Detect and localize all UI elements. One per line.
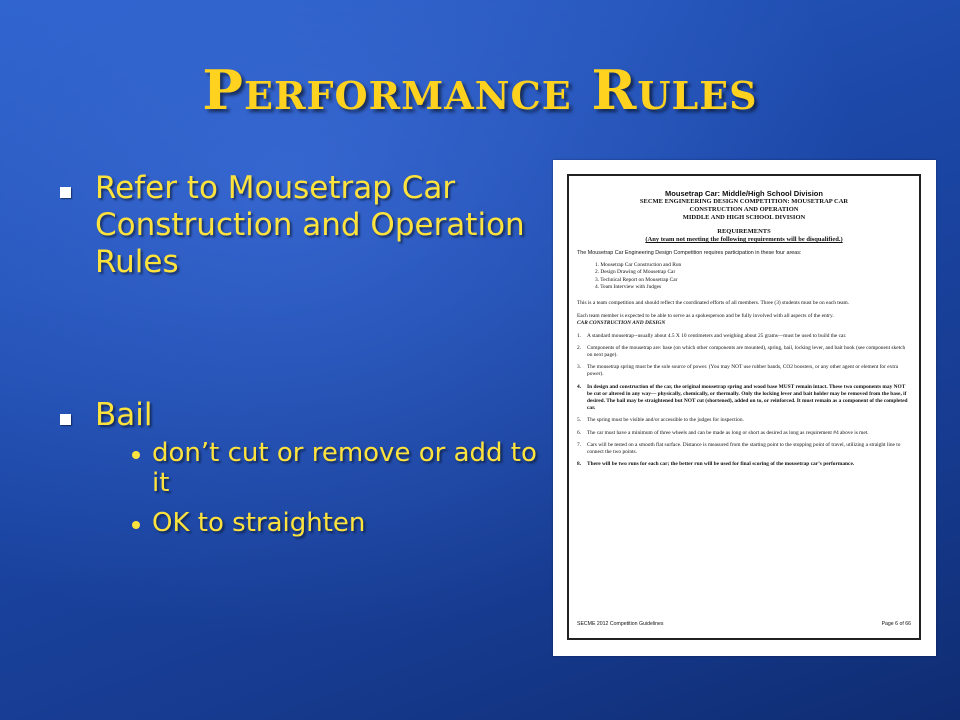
doc-footer-right: Page 6 of 66 — [881, 620, 911, 627]
doc-heading-3: CONSTRUCTION AND OPERATION — [689, 206, 799, 213]
doc-rule-number: 6. — [577, 429, 582, 436]
doc-rule-number: 1. — [577, 332, 582, 339]
sub-bullet-straighten-text: OK to straighten — [152, 508, 366, 538]
doc-heading-4: MIDDLE AND HIGH SCHOOL DIVISION — [682, 214, 806, 221]
doc-rule-number: 2. — [577, 344, 582, 351]
dot-bullet-icon — [132, 521, 140, 529]
square-bullet-icon — [60, 414, 71, 425]
doc-rule-item — [577, 430, 911, 437]
doc-area-item: 2. Design Drawing of Mousetrap Car — [595, 269, 676, 276]
dot-bullet-icon — [132, 451, 140, 459]
doc-rule-item — [577, 345, 911, 359]
sub-bullet-cut-text: don’t cut or remove or add to it — [152, 438, 537, 498]
doc-requirements-note: (Any team not meeting the following requirements will be disqualified.) — [645, 236, 843, 243]
doc-rule-item — [577, 442, 911, 456]
doc-area-item: 3. Technical Report on Mousetrap Car — [595, 276, 678, 283]
doc-rule-text: The car must have a minimum of three wheels and can be made as long or short as desired as long as requirement #4 above is met. — [587, 429, 869, 436]
doc-rule-number: 4. — [577, 383, 582, 390]
bullet-refer — [60, 170, 540, 281]
doc-rule-text: A standard mousetrap--usually about 4.5 X 10 centimeters and weighing about 25 grams—must be used to build the car. — [587, 332, 847, 339]
bullet-list — [60, 170, 540, 538]
doc-rule-number: 8. — [577, 461, 582, 468]
square-bullet-icon — [60, 187, 71, 198]
doc-footer — [577, 621, 911, 628]
doc-heading: Mousetrap Car: Middle/High School Division — [665, 189, 823, 198]
doc-requirements: REQUIREMENTS — [717, 228, 771, 235]
rules-document-page — [567, 174, 921, 640]
doc-member-paragraph: Each team member is expected to be able to serve as a spokesperson and be fully involved with all aspects of the entry. — [577, 313, 834, 320]
doc-rule-text: There will be two runs for each car; the better run will be used for final scoring of the mousetrap car’s performance. — [587, 461, 855, 468]
doc-rule-item — [577, 364, 911, 378]
doc-rule-item — [577, 461, 911, 468]
doc-rule-text: Components of the mousetrap are: base (on which other components are mounted), spring, bail, locking lever, and bait hook (see component sketch on next page). — [587, 344, 906, 359]
doc-rule-item — [577, 417, 911, 424]
doc-rule-item — [577, 384, 911, 413]
doc-team-paragraph: This is a team competition and should reflect the coordinated efforts of all members. Three (3) students must be on each team. — [577, 300, 850, 307]
doc-rule-text: The spring must be visible and/or accessible to the judges for inspection. — [587, 417, 744, 424]
bullet-bail-text: Bail — [95, 397, 153, 433]
doc-area-item: 1. Mousetrap Car Construction and Run — [595, 262, 682, 269]
rules-document-image — [553, 160, 936, 656]
doc-footer-left: SECME 2012 Competition Guidelines — [577, 620, 664, 627]
doc-intro: The Mousetrap Car Engineering Design Competition requires participation in these four areas: — [577, 250, 802, 256]
bullet-refer-text: Refer to Mousetrap Car Construction and Operation Rules — [95, 170, 525, 280]
sub-bullet-cut — [132, 438, 540, 498]
slide-title: Performance Rules — [202, 58, 758, 122]
bullet-bail — [60, 397, 540, 434]
doc-rule-item — [577, 333, 911, 340]
doc-area-item: 4. Team Interview with Judges — [595, 283, 662, 290]
sub-bullet-straighten — [132, 508, 540, 538]
doc-section-heading: CAR CONSTRUCTION AND DESIGN — [577, 320, 666, 327]
doc-rule-text: The mousetrap spring must be the sole source of power. (You may NOT use rubber bands, CO2 boosters, or any other agent or element for extra power). — [587, 364, 899, 378]
doc-rule-text: In design and construction of the car, the original mousetrap spring and wood base MUST remain intact. These two components may NOT be cut or altered in any way— physically, chemically, or thermally. Only the locking lever and bait holder may be removed from the base, if desired. The bail may be straightened but NOT cut (shortened), added on to, or reinforced. It must remain as a component of the completed car. — [587, 383, 908, 412]
doc-rule-number: 5. — [577, 417, 582, 424]
doc-rule-text: Cars will be tested on a smooth flat surface. Distance is measured from the starting point to the stopping point of travel, utilizing a straight line to connect the two points. — [587, 441, 901, 456]
doc-rule-number: 7. — [577, 441, 582, 448]
doc-heading-2: SECME ENGINEERING DESIGN COMPETITION: MOUSETRAP CAR — [639, 198, 849, 205]
doc-areas — [589, 262, 911, 291]
doc-rule-number: 3. — [577, 364, 582, 371]
